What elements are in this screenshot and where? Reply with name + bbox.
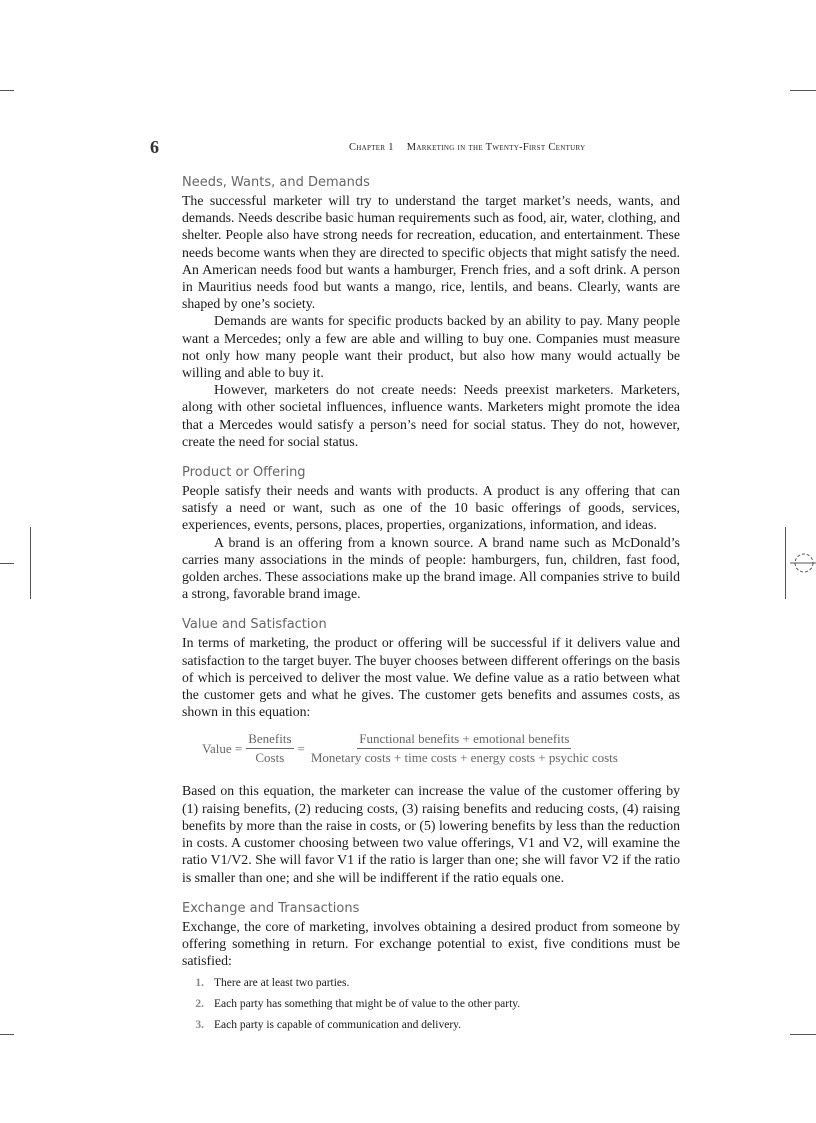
- list-number: 2.: [195, 998, 204, 1011]
- conditions-list: [182, 973, 680, 1036]
- list-text: Each party is capable of communication and delivery.: [214, 1019, 462, 1032]
- paragraph: Demands are wants for specific products backed by an ability to pay. Many people want a Mercedes; only a few are able and willing to buy one. Companies must measure not only how many people want their product, but also how many would actually be willing and able to buy it.: [182, 313, 680, 381]
- equation-lhs: Value =: [202, 740, 243, 756]
- fraction-detailed: [309, 731, 620, 766]
- crop-mark-top-left: [0, 90, 14, 91]
- section-heading: Exchange and Transactions: [182, 900, 360, 916]
- value-equation: [202, 731, 680, 766]
- crop-mark-mid-left-vertical: [30, 527, 31, 599]
- list-item: [182, 973, 680, 994]
- chapter-name: Marketing in the Twenty-First Century: [406, 142, 586, 153]
- list-number: 3.: [195, 1019, 204, 1032]
- section-heading: Needs, Wants, and Demands: [182, 175, 370, 190]
- running-header: [150, 137, 680, 157]
- list-item: [182, 994, 680, 1015]
- paragraph: Exchange, the core of marketing, involves obtaining a desired product from someone by offering something in return. For exchange potential to exist, five conditions must be satisfied:: [182, 918, 680, 969]
- fraction-denominator: Costs: [255, 750, 285, 766]
- crop-mark-mid-right-vertical: [785, 527, 786, 599]
- chapter-title: [349, 142, 585, 153]
- list-number: 1.: [195, 977, 204, 990]
- paragraph: People satisfy their needs and wants with products. A product is any offering that can satisfy a need or want, such as one of the 10 basic offerings of goods, services, experiences, events, persons, places, properties, organizations, information, and ideas.: [182, 483, 680, 533]
- page-number: 6: [150, 137, 159, 157]
- paragraph: The successful marketer will try to understand the target market’s needs, wants, and demands. Needs describe basic human requirements such as food, air, water, clothing, and shelter. People also have strong needs for recreation, education, and entertainment. These needs become wants when they are directed to specific objects that might satisfy the need. An American needs food but wants a hamburger, French fries, and a soft drink. A person in Mauritius needs food but wants a mango, rice, lentils, and beans. Clearly, wants are shaped by one’s society.: [182, 193, 680, 312]
- section-exchange: [182, 900, 680, 1037]
- paragraph: However, marketers do not create needs: Needs preexist marketers. Marketers, along with other societal influences, influence wants. Marketers might promote the idea that a Mercedes would satisfy a person’s need for social status. They do not, however, create the need for social status.: [182, 382, 680, 449]
- crop-mark-bottom-left: [0, 1034, 14, 1035]
- registration-target-icon: [790, 550, 816, 576]
- section-heading: Product or Offering: [182, 465, 306, 481]
- section-heading: Value and Satisfaction: [182, 617, 327, 633]
- crop-mark-bottom-right: [790, 1034, 816, 1035]
- fraction-denominator: Monetary costs + time costs + energy costs + psychic costs: [310, 750, 618, 766]
- section-product: [182, 464, 680, 602]
- chapter-label: Chapter 1: [349, 142, 394, 153]
- crop-mark-mid-left: [0, 563, 14, 564]
- fraction-simple: [246, 731, 293, 766]
- section-value: [182, 616, 680, 885]
- paragraph: In terms of marketing, the product or offering will be successful if it delivers value and satisfaction to the target buyer. The buyer chooses between different offerings on the basis of which is perceived to deliver the most value. We define value as a ratio between what the customer gets and what he gives. The customer gets benefits and assumes costs, as shown in this equation:: [182, 635, 680, 720]
- page-body: [182, 174, 680, 1050]
- fraction-numerator: Benefits: [246, 731, 293, 749]
- list-text: Each party has something that might be of value to the other party.: [214, 998, 521, 1011]
- paragraph: Based on this equation, the marketer can increase the value of the customer offering by (1) raising benefits, (2) reducing costs, (3) raising benefits and reducing costs, (4) raising benefits by more than the raise in costs, or (5) lowering benefits by less than the reduction in costs. A customer choosing between two value offerings, V1 and V2, will examine the ratio V1/V2. She will favor V1 if the ratio is larger than one; she will favor V2 if the ratio is smaller than one; and she will be indifferent if the ratio equals one.: [182, 783, 680, 885]
- fraction-numerator: Functional benefits + emotional benefits: [357, 731, 571, 749]
- paragraph: A brand is an offering from a known source. A brand name such as McDonald’s carries many associations in the minds of people: hamburgers, fun, children, fast food, golden arches. These associations make up the brand image. All companies strive to build a strong, favorable brand image.: [182, 534, 680, 602]
- list-text: There are at least two parties.: [214, 977, 350, 990]
- section-needs: [182, 174, 680, 450]
- crop-mark-top-right: [790, 90, 816, 91]
- equals-sign: =: [297, 740, 305, 756]
- list-item: [182, 1015, 680, 1036]
